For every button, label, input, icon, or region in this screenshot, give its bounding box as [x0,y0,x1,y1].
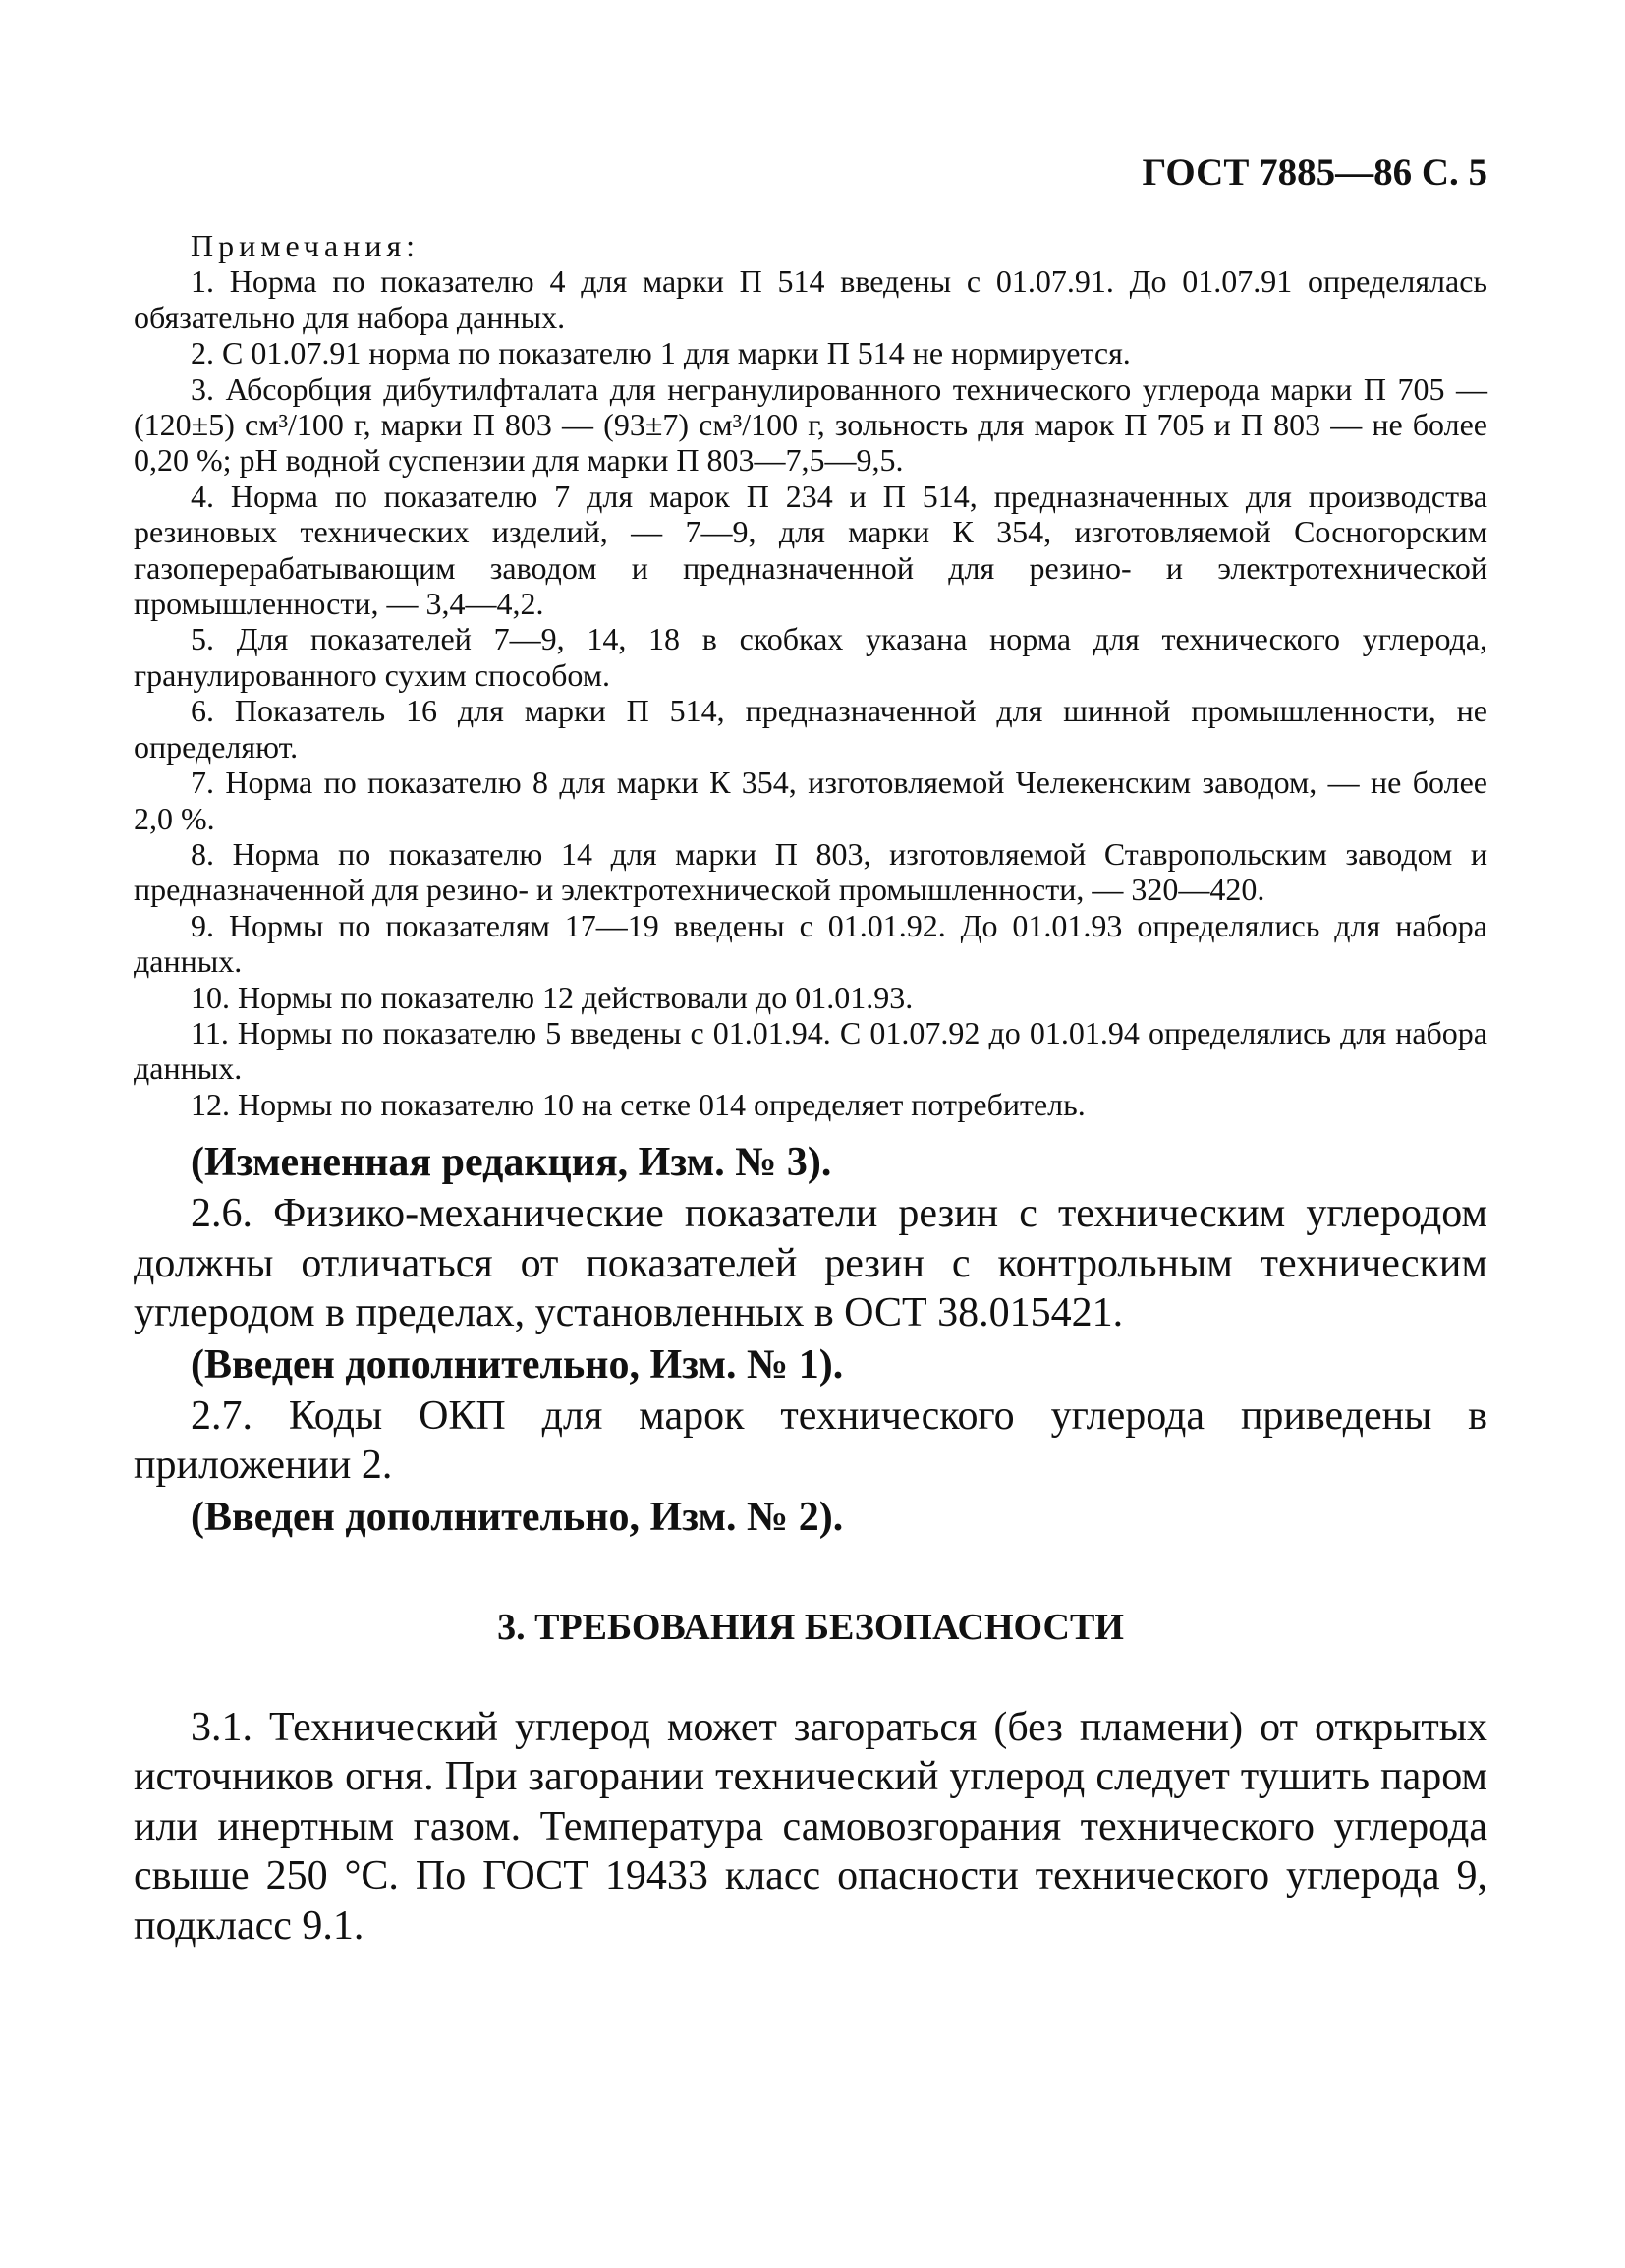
document-page [134,147,1487,1951]
note-item: 9. Нормы по показателям 17—19 введены с 01.01.92. До 01.01.93 определялись для набора данных. [134,907,1487,980]
note-item: 1. Норма по показателю 4 для марки П 514 введены с 01.07.91. До 01.07.91 определялась обязательно для набора данных. [134,263,1487,335]
body-block [134,1391,1487,1491]
note-item: 11. Нормы по показателю 5 введены с 01.01.94. С 01.07.92 до 01.01.94 определялись для набора данных. [134,1014,1487,1087]
page-header: ГОСТ 7885—86 С. 5 [1142,151,1487,194]
notes-title: Примечания: [191,228,420,263]
body-block [134,1703,1487,1952]
note-item: 2. С 01.07.91 норма по показателю 1 для марки П 514 не нормируется. [191,335,1131,371]
notes-block [134,228,1487,1122]
section-title: 3. ТРЕБОВАНИЯ БЕЗОПАСНОСТИ [497,1606,1124,1648]
paragraph-2-6: 2.6. Физико-механические показатели резин с техническим углеродом должны отличаться от показателей резин с контрольным техническим углеродом в пределах, установленных в ОСТ 38.015421. [134,1191,1487,1336]
body-block [134,1189,1487,1338]
edition-note: (Введен дополнительно, Изм. № 2). [191,1494,844,1540]
note-item: 5. Для показателей 7—9, 14, 18 в скобках указана норма для технического углерода, гранулированного сухим способом. [134,621,1487,693]
edition-note: (Введен дополнительно, Изм. № 1). [191,1341,844,1388]
note-item: 3. Абсорбция дибутилфталата для негранулированного технического углерода марки П 705 — (120±5) см³/100 г, марки П 803 — (93±7) см³/100 г, зольность для марок П 705 и П 803 — не более 0,20 %; рН водной суспензии для марки П 803—7,5—9,5. [134,370,1487,479]
note-item: 10. Нормы по показателю 12 действовали до 01.01.93. [191,979,914,1015]
note-item: 12. Нормы по показателю 10 на сетке 014 определяет потребитель. [191,1086,1086,1122]
note-item: 6. Показатель 16 для марки П 514, предназначенной для шинной промышленности, не определяют. [134,693,1487,765]
note-item: 7. Норма по показателю 8 для марки К 354, изготовляемой Челекенским заводом, — не более 2,0 %. [134,765,1487,836]
edition-note: (Измененная редакция, Изм. № 3). [191,1140,832,1186]
paragraph-3-1: 3.1. Технический углерод может загораться (без пламени) от открытых источников огня. При загорании технический углерод следует тушить паром или инертным газом. Температура самовозгорания технического углерода свыше 250 °С. По ГОСТ 19433 класс опасности технического углерода 9, подкласс 9.1. [134,1704,1487,1949]
note-item: 4. Норма по показателю 7 для марок П 234 и П 514, предназначенных для производства резиновых технических изделий, — 7—9, для марки К 354, изготовляемой Сосногорским газоперерабатывающим заводом и предназначенной для резино- и электротехнической промышленности, — 3,4—4,2. [134,478,1487,622]
note-item: 8. Норма по показателю 14 для марки П 803, изготовляемой Ставропольским заводом и предназначенной для резино- и электротехнической промышленности, — 320—420. [134,835,1487,908]
paragraph-2-7: 2.7. Коды ОКП для марок технического углерода приведены в приложении 2. [134,1392,1487,1489]
